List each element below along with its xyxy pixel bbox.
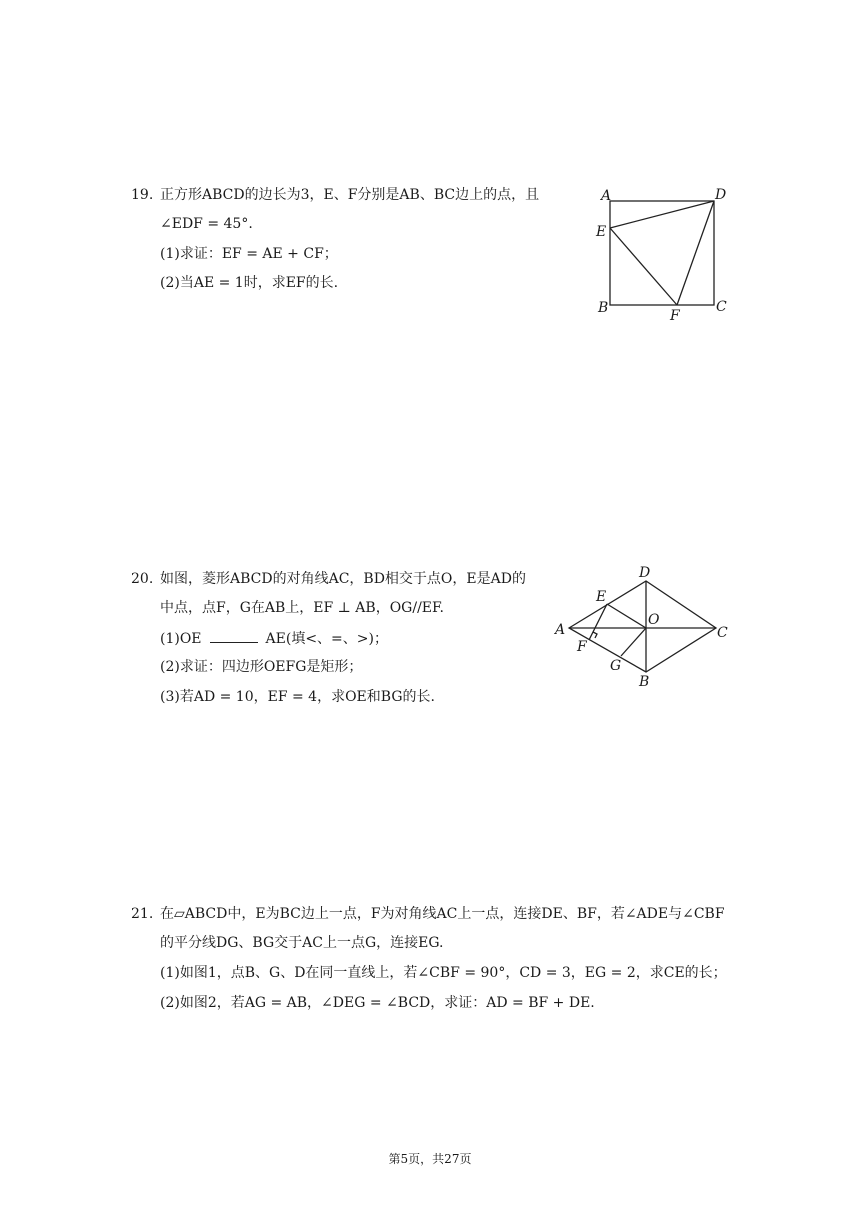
label-a: A — [555, 622, 566, 638]
problem-21-line-4: (2)如图2，若AG = AB，∠DEG = ∠BCD，求证：AD = BF + DE. — [160, 995, 595, 1011]
problem-20-line-4: (2)求证：四边形OEFG是矩形； — [160, 659, 363, 675]
label-f: F — [577, 639, 587, 655]
label-b: B — [639, 674, 650, 690]
problem-19-line-3: (1)求证：EF = AE + CF； — [160, 246, 338, 262]
segment-og — [621, 628, 646, 656]
problem-19-line-2: ∠EDF = 45°. — [160, 216, 253, 232]
label-d: D — [715, 187, 727, 203]
problem-20-line-5: (3)若AD = 10，EF = 4，求OE和BG的长. — [160, 689, 435, 705]
label-a: A — [601, 188, 612, 204]
problem-19-line-1: 正方形ABCD的边长为3，E、F分别是AB、BC边上的点，且 — [160, 187, 540, 203]
problem-21-line-1: 在▱ABCD中，E为BC边上一点，F为对角线AC上一点，连接DE、BF，若∠ADE与∠CBF — [160, 906, 725, 922]
label-c: C — [717, 625, 728, 641]
segment-fd — [677, 201, 714, 305]
label-d: D — [639, 565, 651, 581]
label-o: O — [648, 612, 660, 628]
problem-20-figure — [550, 562, 740, 692]
segment-ef — [610, 228, 677, 305]
label-c: C — [716, 299, 727, 315]
segment-ed — [610, 201, 714, 228]
problem-20-part-1-tail: AE(填<、=、>)； — [265, 631, 388, 647]
problem-20-line-3 — [160, 628, 388, 649]
problem-21-line-2: 的平分线DG、BG交于AC上一点G，连接EG. — [160, 935, 444, 951]
label-b: B — [598, 300, 609, 316]
problem-20-line-2: 中点，点F，G在AB上，EF ⊥ AB，OG//EF. — [160, 600, 444, 616]
square-abcd — [610, 201, 714, 305]
problem-21-number: 21. — [131, 906, 154, 922]
problem-20-line-1: 如图，菱形ABCD的对角线AC，BD相交于点O，E是AD的 — [160, 571, 526, 587]
answer-blank[interactable] — [210, 628, 258, 643]
problem-20-part-1-lead: (1)OE — [160, 631, 202, 647]
problem-19-number: 19. — [131, 187, 154, 203]
problem-21-line-3: (1)如图1，点B、G、D在同一直线上，若∠CBF = 90°，CD = 3，EG = 2，求CE的长； — [160, 965, 727, 981]
segment-eo — [607, 604, 646, 628]
right-angle-mark — [593, 632, 597, 638]
label-e: E — [596, 224, 607, 240]
problem-20-number: 20. — [131, 571, 154, 587]
problem-19-line-4: (2)当AE = 1时，求EF的长. — [160, 275, 339, 291]
label-f: F — [670, 308, 680, 324]
segment-ef — [589, 604, 607, 640]
page-footer: 第5页，共27页 — [388, 1152, 472, 1166]
label-e: E — [596, 589, 607, 605]
problem-19-figure — [590, 180, 740, 325]
label-g: G — [610, 658, 622, 674]
